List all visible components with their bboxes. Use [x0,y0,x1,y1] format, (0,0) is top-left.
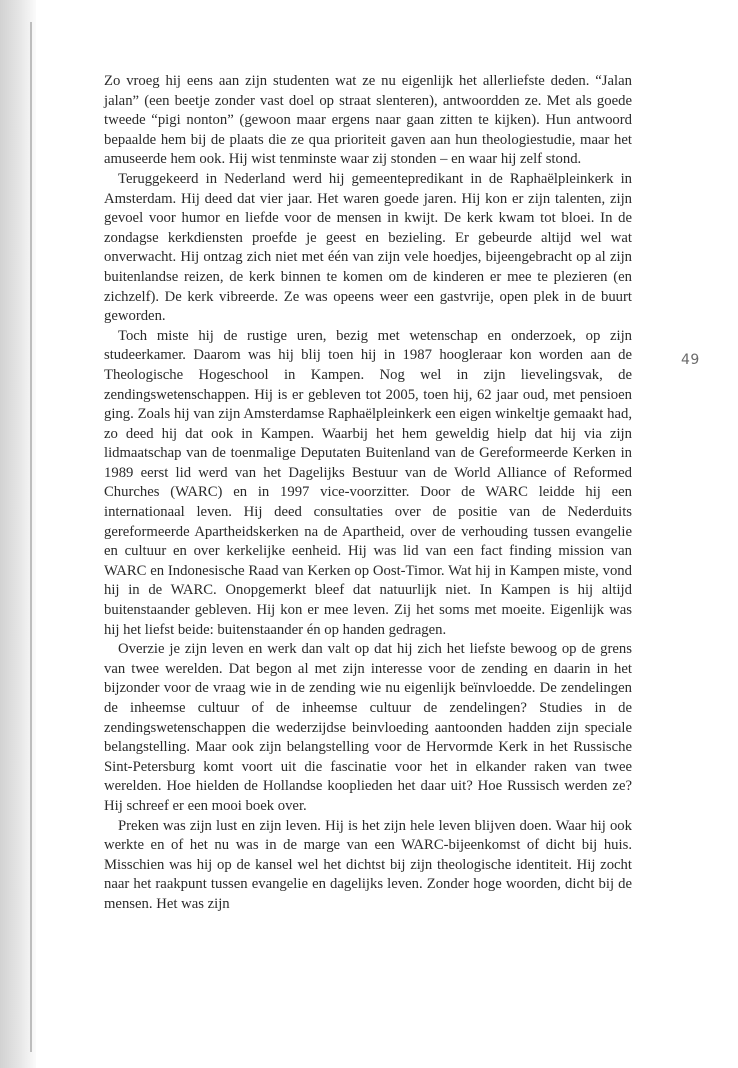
gutter-line [30,22,32,1052]
paragraph-1: Zo vroeg hij eens aan zijn studenten wat ze nu eigenlijk het allerliefste deden. “Jalan jalan” (een beetje zonder vast doel op straat slenteren), antwoordden ze. Met als goede tweede “pigi nonton” (gewoon maar ergens naar gaan zitten te kijken). Hun antwoord bepaalde hem bij de plaats die ze qua prioriteit gaven aan hun theologiestudie, maar het amuseerde hem ook. Hij wist tenminste waar zij stonden – en waar hij zelf stond. [104,73,632,168]
paragraph-2: Teruggekeerd in Nederland werd hij gemeentepredikant in de Raphaëlpleinkerk in Amsterdam. Hij deed dat vier jaar. Het waren goede jaren. Hij kon er zijn talenten, zijn gevoel voor humor en liefde voor de mensen in kwijt. De kerk kwam tot bloei. In de zondagse kerkdiensten proefde je geest en bezieling. Er gebeurde altijd wel wat onverwacht. Hij ontzag zich niet met één van zijn vele hoedjes, bijeengebracht op al zijn buitenlandse reizen, de kerk binnen te komen om de kinderen er mee te plezieren (en zichzelf). De kerk vibreerde. Ze was opeens weer een gastvrije, open plek in de buurt geworden. [104,170,632,325]
paragraph-5: Preken was zijn lust en zijn leven. Hij is het zijn hele leven blijven doen. Waar hij ook werkte en of het nu was in de marge van een WARC-bijeenkomst of dicht bij huis. Misschien was hij op de kansel wel het dichtst bij zijn theologische identiteit. Hij zocht naar het raakpunt tussen evangelie en dagelijks leven. Zonder hoge woorden, dicht bij de mensen. Het was zijn [104,817,632,912]
paragraph-4: Overzie je zijn leven en werk dan valt op dat hij zich het liefste bewoog op de grens van twee werelden. Dat begon al met zijn interesse voor de zending en daarin in het bijzonder voor de vraag wie in de zending wie nu eigenlijk beïnvloedde. De zendelingen de inheemse cultuur of de inheemse cultuur de zendelingen? Studies in de zendingswetenschappen die wederzijdse beinvloeding aantoonden hadden zijn speciale belangstelling. Maar ook zijn belangstelling voor de Hervormde Kerk in het Russische Sint-Petersburg komt voort uit die fascinatie voor het in elkander raken van twee werelden. Hoe hielden de Hollandse kooplieden het daar uit? Hoe Russisch werden ze? Hij schreef er een mooi boek over. [104,641,632,814]
paragraph-3: Toch miste hij de rustige uren, bezig met wetenschap en onderzoek, op zijn studeerkamer. Daarom was hij blij toen hij in 1987 hoogleraar kon worden aan de Theologische Hogeschool in Kampen. Nog wel in zijn lievelingsvak, de zendingswetenschappen. Hij is er gebleven tot 2005, toen hij, 62 jaar oud, met pensioen ging. Zoals hij van zijn Amsterdamse Raphaëlpleinkerk een eigen winkeltje gemaakt had, zo deed hij dat ook in Kampen. Waarbij het hem geweldig hielp dat hij via zijn lidmaatschap van de toenmalige Deputaten Buitenland van de Gereformeerde Kerken in 1989 eerst lid werd van het Dagelijks Bestuur van de World Alliance of Reformed Churches (WARC) en in 1997 vice-voorzitter. Door de WARC leidde hij een internationaal leven. Hij deed consultaties over de positie van de Nederduits gereformeerde Apartheidskerken na de Apartheid, over de verhouding tussen evangelie en cultuur en over kerkelijke eenheid. Hij was lid van een fact finding mission van WARC en Indonesische Raad van Kerken op Oost-Timor. Wat hij in Kampen miste, vond hij in de WARC. Onopgemerkt bleef dat natuurlijk niet. In Kampen is hij altijd buitenstaander gebleven. Hij kon er mee leven. Zij het soms met moeite. Eigenlijk was hij het liefst beide: buitenstaander én op handen gedragen. [104,327,632,638]
body-text [104,72,632,915]
page-number: 49 [681,352,700,368]
